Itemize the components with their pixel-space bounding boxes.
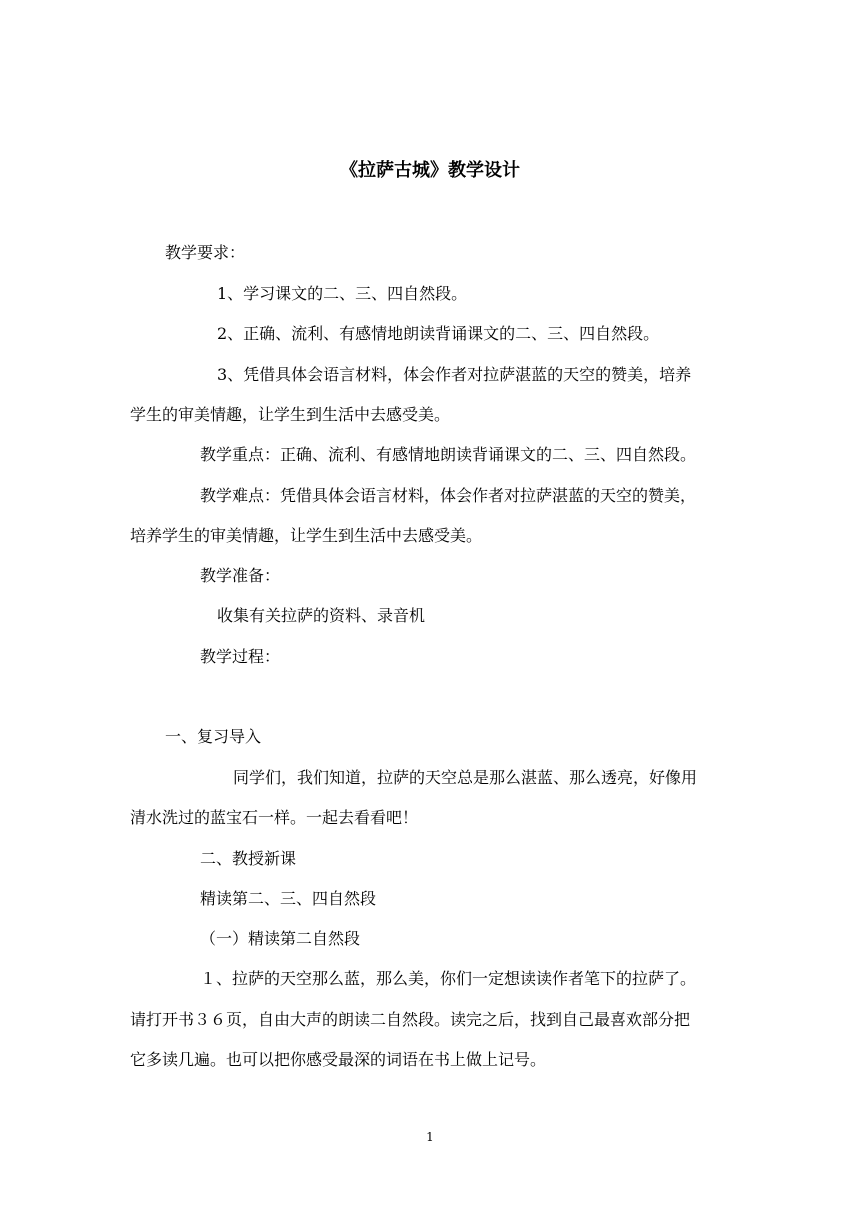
step-1-line-3: 它多读几遍。也可以把你感受最深的词语在书上做上记号。 <box>130 1050 547 1069</box>
subsection-1-heading: （一）精读第二自然段 <box>200 929 361 948</box>
page-number: 1 <box>426 1130 434 1144</box>
requirement-item-3-line-2: 学生的审美情趣，让学生到生活中去感受美。 <box>130 405 451 424</box>
requirements-heading: 教学要求： <box>165 243 246 262</box>
step-1-line-1: １、拉萨的天空那么蓝，那么美，你们一定想读读作者笔下的拉萨了。 <box>200 969 697 988</box>
section-2-heading: 二、教授新课 <box>200 849 297 868</box>
process-heading: 教学过程： <box>200 647 281 666</box>
intensive-reading-heading: 精读第二、三、四自然段 <box>200 889 377 908</box>
key-point: 教学重点：正确、流利、有感情地朗读背诵课文的二、三、四自然段。 <box>200 445 697 464</box>
requirement-item-3-line-1: 3、凭借具体会语言材料，体会作者对拉萨湛蓝的天空的赞美，培养 <box>217 365 692 384</box>
document-title: 《拉萨古城》教学设计 <box>340 160 520 181</box>
section-1-heading: 一、复习导入 <box>165 727 262 746</box>
section-1-line-1: 同学们，我们知道，拉萨的天空总是那么湛蓝、那么透亮，好像用 <box>233 768 698 787</box>
preparation-heading: 教学准备： <box>200 566 281 585</box>
difficulty-line-2: 培养学生的审美情趣，让学生到生活中去感受美。 <box>130 526 483 545</box>
difficulty-line-1: 教学难点：凭借具体会语言材料，体会作者对拉萨湛蓝的天空的赞美， <box>200 486 697 505</box>
section-1-line-2: 清水洗过的蓝宝石一样。一起去看看吧！ <box>130 808 419 827</box>
requirement-item-2: 2、正确、流利、有感情地朗读背诵课文的二、三、四自然段。 <box>217 324 660 343</box>
preparation-text: 收集有关拉萨的资料、录音机 <box>217 606 426 625</box>
step-1-line-2: 请打开书３６页，自由大声的朗读二自然段。读完之后，找到自己最喜欢部分把 <box>130 1010 691 1029</box>
requirement-item-1: 1、学习课文的二、三、四自然段。 <box>217 284 468 303</box>
